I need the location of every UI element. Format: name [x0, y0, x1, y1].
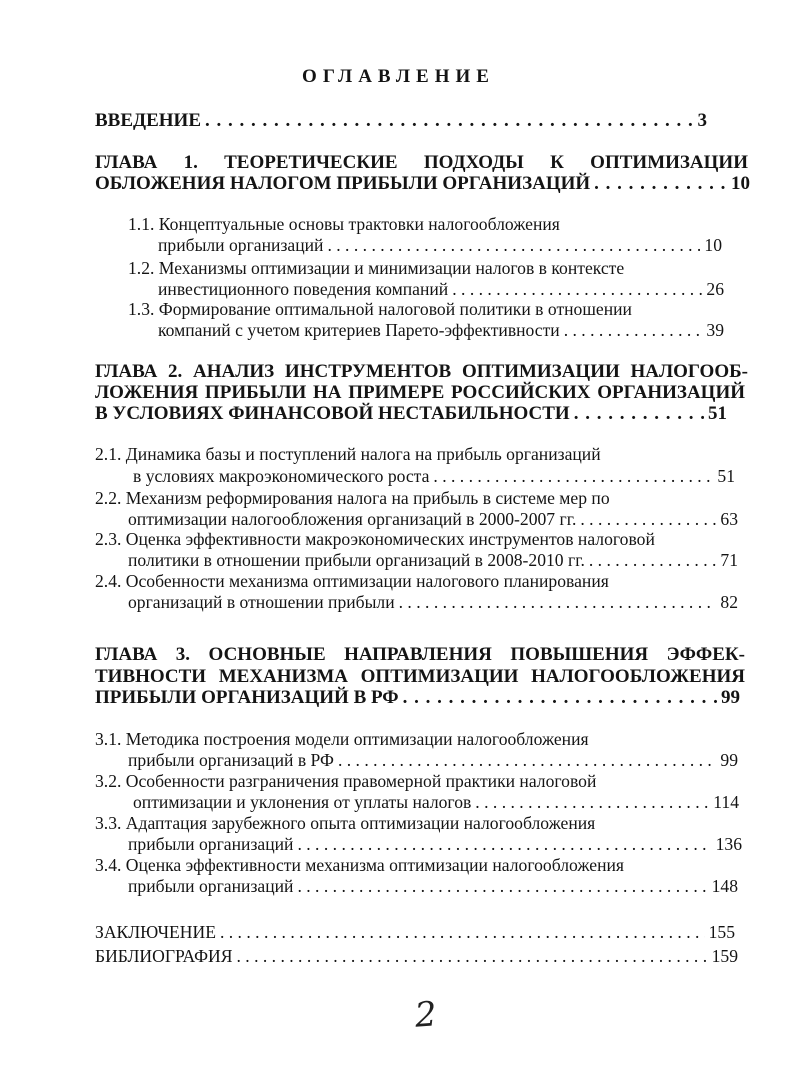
dot-leader — [205, 110, 694, 132]
dot-leader — [594, 173, 727, 195]
dot-leader — [297, 834, 711, 855]
dot-leader — [220, 922, 705, 943]
toc-page-number: 99 — [721, 687, 740, 708]
section-leader-row — [128, 834, 742, 855]
toc-page-number: 10 — [731, 173, 750, 194]
chapter-heading-line: ГЛАВА 3. ОСНОВНЫЕ НАПРАВЛЕНИЯ ПОВЫШЕНИЯ ЭФФЕК- — [95, 644, 745, 665]
section-leader-row — [158, 320, 724, 341]
section-leader-row — [128, 509, 738, 530]
toc-page-number: 3 — [697, 110, 707, 131]
toc-page-number: 10 — [704, 235, 722, 255]
section-title-line: прибыли организаций — [128, 834, 294, 854]
dot-leader — [564, 320, 703, 341]
toc-label: ВВЕДЕНИЕ — [95, 110, 201, 131]
section-title-line: 3.4. Оценка эффективности механизма оптимизации налогообложения — [95, 855, 625, 875]
section-title-line: оптимизации и уклонения от уплаты налогов — [133, 792, 472, 812]
section-title-line: 2.2. Механизм реформирования налога на прибыль в системе мер по — [95, 488, 610, 508]
section-title-line: 1.3. Формирование оптимальной налоговой политики в отношении — [128, 299, 632, 319]
toc-page-number: 51 — [708, 403, 727, 424]
handwritten-page-number: 2 — [413, 994, 439, 1036]
section-title-line: 3.1. Методика построения модели оптимизации налогообложения — [95, 729, 589, 749]
section-title-line: компаний с учетом критериев Парето-эффективности — [158, 320, 560, 340]
toc-page-number: 114 — [713, 792, 739, 812]
dot-leader — [297, 876, 707, 897]
dot-leader — [589, 550, 717, 571]
chapter-heading-line: ЛОЖЕНИЯ ПРИБЫЛИ НА ПРИМЕРЕ РОССИЙСКИХ ОРГАНИЗАЦИЙ — [95, 382, 745, 403]
toc-page-number: 159 — [711, 946, 738, 966]
toc-page-number: 155 — [708, 922, 735, 942]
section-leader-row — [128, 592, 738, 613]
page-title: ОГЛАВЛЕНИЕ — [302, 66, 495, 87]
section-title-line: прибыли организаций — [128, 876, 294, 896]
toc-page-number: 63 — [720, 509, 738, 529]
dot-leader — [433, 466, 713, 487]
section-title-line: оптимизации налогообложения организаций в 2000-2007 гг. — [128, 509, 577, 529]
dot-leader — [236, 946, 707, 967]
section-title-line: организаций в отношении прибыли — [128, 592, 395, 612]
toc-page-number: 136 — [715, 834, 742, 854]
section-leader-row — [158, 279, 724, 300]
toc-chapter-1-leader-row — [95, 173, 750, 195]
section-title-line: инвестиционного поведения компаний — [158, 279, 449, 299]
section-title-line: 3.3. Адаптация зарубежного опыта оптимизации налогообложения — [95, 813, 596, 833]
toc-entry-conclusion[interactable] — [95, 922, 735, 943]
chapter-heading-line: ТИВНОСТИ МЕХАНИЗМА ОПТИМИЗАЦИИ НАЛОГООБЛОЖЕНИЯ — [95, 666, 745, 687]
section-title-line: 2.1. Динамика базы и поступлений налога на прибыль организаций — [95, 444, 601, 464]
toc-chapter-2-leader-row — [95, 403, 727, 425]
toc-label: БИБЛИОГРАФИЯ — [95, 946, 233, 966]
toc-label: ЗАКЛЮЧЕНИЕ — [95, 922, 216, 942]
toc-page-number: 26 — [706, 279, 724, 299]
dot-leader — [327, 235, 700, 256]
dot-leader — [580, 509, 716, 530]
chapter-heading-line: ПРИБЫЛИ ОРГАНИЗАЦИЙ В РФ — [95, 687, 399, 708]
dot-leader — [399, 592, 717, 613]
section-leader-row — [158, 235, 722, 256]
section-leader-row — [128, 876, 738, 897]
section-title-line: политики в отношении прибыли организаций в 2008-2010 гг. — [128, 550, 585, 570]
chapter-heading-line: ГЛАВА 1. ТЕОРЕТИЧЕСКИЕ ПОДХОДЫ К ОПТИМИЗАЦИИ — [95, 152, 748, 173]
dot-leader — [403, 687, 717, 709]
dot-leader — [475, 792, 709, 813]
chapter-heading-line: В УСЛОВИЯХ ФИНАНСОВОЙ НЕСТАБИЛЬНОСТИ — [95, 403, 570, 424]
dot-leader — [338, 750, 716, 771]
section-title-line: в условиях макроэкономического роста — [133, 466, 430, 486]
chapter-heading-line: ОБЛОЖЕНИЯ НАЛОГОМ ПРИБЫЛИ ОРГАНИЗАЦИЙ — [95, 173, 591, 194]
chapter-heading-line: ГЛАВА 2. АНАЛИЗ ИНСТРУМЕНТОВ ОПТИМИЗАЦИИ НАЛОГООБ- — [95, 361, 748, 382]
section-leader-row — [128, 550, 738, 571]
section-title-line: 2.3. Оценка эффективности макроэкономических инструментов налоговой — [95, 529, 655, 549]
section-title-line: 3.2. Особенности разграничения правомерной практики налоговой — [95, 771, 597, 791]
toc-page-number: 51 — [717, 466, 735, 486]
toc-page-number: 82 — [720, 592, 738, 612]
toc-chapter-3-leader-row — [95, 687, 740, 709]
toc-page-number: 99 — [720, 750, 738, 770]
toc-entry-bibliography[interactable] — [95, 946, 738, 967]
section-leader-row — [133, 792, 739, 813]
toc-page-number: 39 — [706, 320, 724, 340]
section-leader-row — [128, 750, 738, 771]
section-title-line: прибыли организаций — [158, 235, 324, 255]
dot-leader — [574, 403, 704, 425]
toc-page-number: 148 — [711, 876, 738, 896]
section-title-line: 2.4. Особенности механизма оптимизации налогового планирования — [95, 571, 609, 591]
toc-page-number: 71 — [720, 550, 738, 570]
toc-entry-intro[interactable] — [95, 110, 707, 132]
section-title-line: 1.2. Механизмы оптимизации и минимизации налогов в контексте — [128, 258, 625, 278]
section-leader-row — [133, 466, 735, 487]
dot-leader — [452, 279, 702, 300]
section-title-line: прибыли организаций в РФ — [128, 750, 334, 770]
section-title-line: 1.1. Концептуальные основы трактовки налогообложения — [128, 214, 560, 234]
